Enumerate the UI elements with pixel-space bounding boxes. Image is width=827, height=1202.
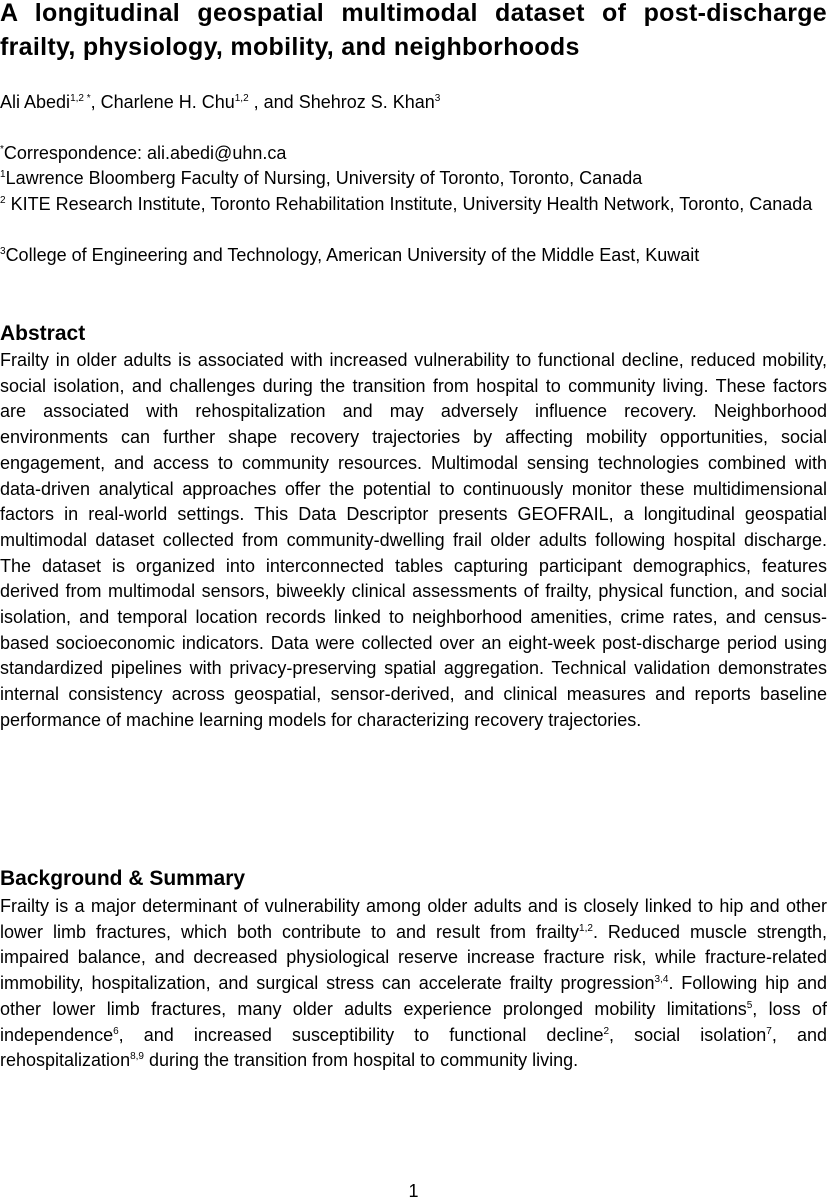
citation-superscript: 6 [113, 1025, 119, 1037]
citation-superscript: 5 [746, 999, 753, 1011]
correspondence-line: *Correspondence: ali.abedi@uhn.ca [0, 143, 287, 163]
affiliation-2: $^2$ KITE Research Institute, Toronto Rehabilitation Institute, University Health Network, Toronto, Canada [0, 194, 813, 214]
background-heading: Background & Summary [0, 867, 246, 890]
author-affiliation-mark: 3 [434, 93, 441, 104]
background-paragraph [0, 894, 827, 1074]
author-affiliation-mark: 1,2 [234, 93, 249, 104]
affiliation-3: $^3$College of Engineering and Technology, American University of the Middle East, Kuwait [0, 245, 700, 265]
paragraph-text: , and increased susceptibility to functional decline [118, 1024, 604, 1045]
paragraph-text: . Following hip and other lower limb fractures, many older adults experience prolonged mobility limitations [0, 973, 827, 1019]
paragraph-text: . Reduced muscle strength, impaired balance, and decreased physiological reserve increase fracture risk, while fracture-related immobility, hospitalization, and surgical stress can accelerate frailty progression [0, 921, 827, 994]
citation-superscript: 1,2 [579, 922, 593, 934]
citation-superscript: 7 [766, 1025, 772, 1037]
author-name: Ali Abedi [0, 92, 71, 112]
affiliation-1: $^1$Lawrence Bloomberg Faculty of Nursing, University of Toronto, Toronto, Canada [0, 168, 643, 188]
page-number: 1 [408, 1181, 419, 1201]
paragraph-text: Frailty is a major determinant of vulnerability among older adults and is closely linked to hip and other lower limb fractures, which both contribute to and result from frailty [0, 896, 827, 942]
abstract-heading: Abstract [0, 322, 86, 345]
paragraph-text: during the transition from hospital to community living. [143, 1050, 579, 1071]
paragraph-text: , loss of independence [0, 998, 827, 1045]
author-name: Charlene H. Chu [100, 92, 235, 112]
citation-superscript: 2 [603, 1025, 610, 1037]
paper-title: A longitudinal geospatial multimodal dataset of post-discharge frailty, physiology, mobility, and neighborhoods [0, 0, 827, 61]
author-name: Shehroz S. Khan [298, 92, 435, 112]
author-list: Ali Abedi$^{1,2 *}$, Charlene H. Chu$^{1,2}$ , and Shehroz S. Khan$^3$ [0, 92, 441, 112]
paragraph-text: , and rehospitalization [0, 1024, 827, 1071]
paragraph-text: , social isolation [609, 1024, 767, 1045]
abstract-text: Frailty in older adults is associated with increased vulnerability to functional decline, reduced mobility, social isolation, and challenges during the transition from hospital to community living. These factors are associated with rehospitalization and may adversely influence recovery. Neighborhood environments can further shape recovery trajectories by affecting mobility opportunities, social engagement, and access to community resources. Multimodal sensing technologies combined with data-driven analytical approaches offer the potential to continuously monitor these multidimensional factors in real-world settings. This Data Descriptor presents GEOFRAIL, a longitudinal geospatial multimodal dataset collected from community-dwelling frail older adults following hospital discharge. The dataset is organized into interconnected tables capturing participant demographics, features derived from multimodal sensors, biweekly clinical assessments of frailty, physical function, and social isolation, and temporal location records linked to neighborhood amenities, crime rates, and census-based socioeconomic indicators. Data were collected over an eight-week post-discharge period using standardized pipelines with privacy-preserving spatial aggregation. Technical validation demonstrates internal consistency across geospatial, sensor-derived, and clinical measures and reports baseline performance of machine learning models for characterizing recovery trajectories. [0, 350, 827, 730]
author-affiliation-mark: 1,2 * [70, 93, 91, 104]
citation-superscript: 8,9 [130, 1051, 144, 1063]
citation-superscript: 3,4 [654, 974, 669, 986]
